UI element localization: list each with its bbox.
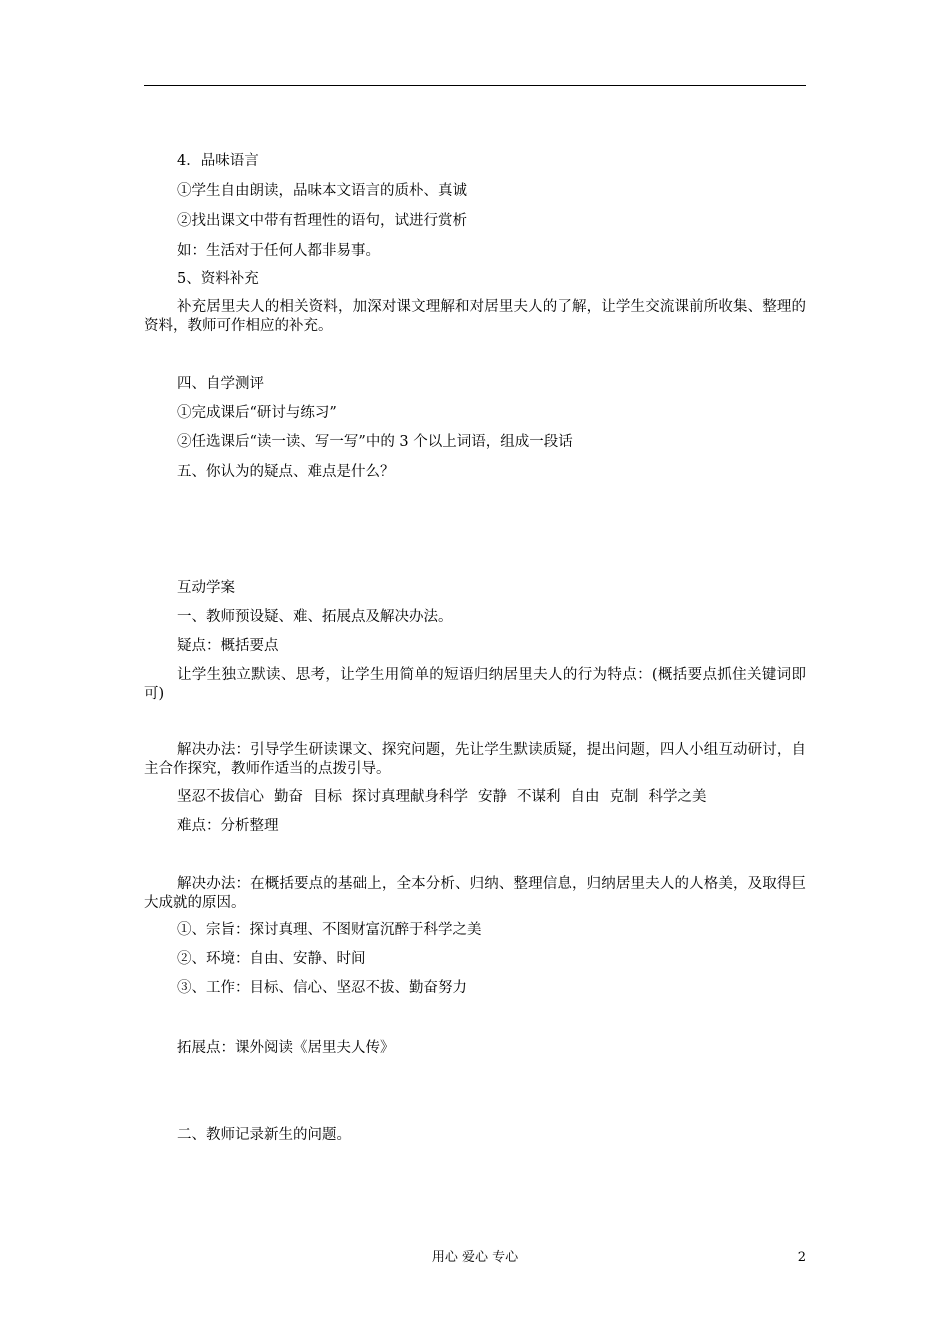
section5-paragraph: 补充居里夫人的相关资料，加深对课文理解和对居里夫人的了解，让学生交流课前所收集、整理的资料，教师可作相应的补充。 [144,299,806,334]
keyword: 安静 [478,789,507,805]
keyword: 探讨真理献身科学 [352,789,468,805]
section4-heading: 4．品味语言 [177,153,259,169]
keyword: 不谋利 [517,789,561,805]
question-heading: 五、你认为的疑点、难点是什么？ [177,464,395,480]
keyword: 克制 [609,789,639,805]
keyword-list [144,788,806,806]
solution2-paragraph: 解决办法：在概括要点的基础上，全本分析、归纳、整理信息，归纳居里夫人的人格美，及取得巨大成就的原因。 [144,876,806,911]
section4-item2: ②找出课文中带有哲理性的语句，试进行赏析 [177,213,467,229]
part2-heading: 二、教师记录新生的问题。 [177,1127,351,1143]
self-test-heading: 四、自学测评 [177,376,264,392]
point1: ①、宗旨：探讨真理、不图财富沉醉于科学之美 [177,922,482,938]
keyword: 目标 [313,789,342,805]
keyword: 勤奋 [274,789,303,805]
keyword: 自由 [570,789,600,805]
self-test-item2: ②任选课后“读一读、写一写”中的 3 个以上词语，组成一段话 [177,434,573,450]
keyword: 科学之美 [648,789,707,805]
header-rule [144,85,806,86]
point2: ②、环境：自由、安静、时间 [177,951,366,967]
keyword: 坚忍不拔信心 [177,789,264,805]
page-number: 2 [797,1250,806,1265]
section5-heading: 5、资料补充 [177,271,259,287]
doubt-paragraph: 让学生独立默读、思考，让学生用简单的短语归纳居里夫人的行为特点：(概括要点抓住关键词即可) [144,667,806,702]
difficulty-label: 难点：分析整理 [177,818,279,834]
interactive-title: 互动学案 [177,580,235,596]
point3: ③、工作：目标、信心、坚忍不拔、勤奋努力 [177,980,467,996]
solution1-paragraph: 解决办法：引导学生研读课文、探究问题，先让学生默读质疑，提出问题，四人小组互动研讨，自主合作探究，教师作适当的点拨引导。 [144,742,806,777]
part1-heading: 一、教师预设疑、难、拓展点及解决办法。 [177,609,453,625]
extension-point: 拓展点：课外阅读《居里夫人传》 [177,1040,395,1056]
doubt-label: 疑点：概括要点 [177,638,279,654]
footer-slogan: 用心 爱心 专心 [431,1250,519,1265]
section4-item1: ①学生自由朗读，品味本文语言的质朴、真诚 [177,183,467,199]
section4-example: 如：生活对于任何人都非易事。 [177,243,380,259]
self-test-item1: ①完成课后“研讨与练习” [177,405,337,421]
